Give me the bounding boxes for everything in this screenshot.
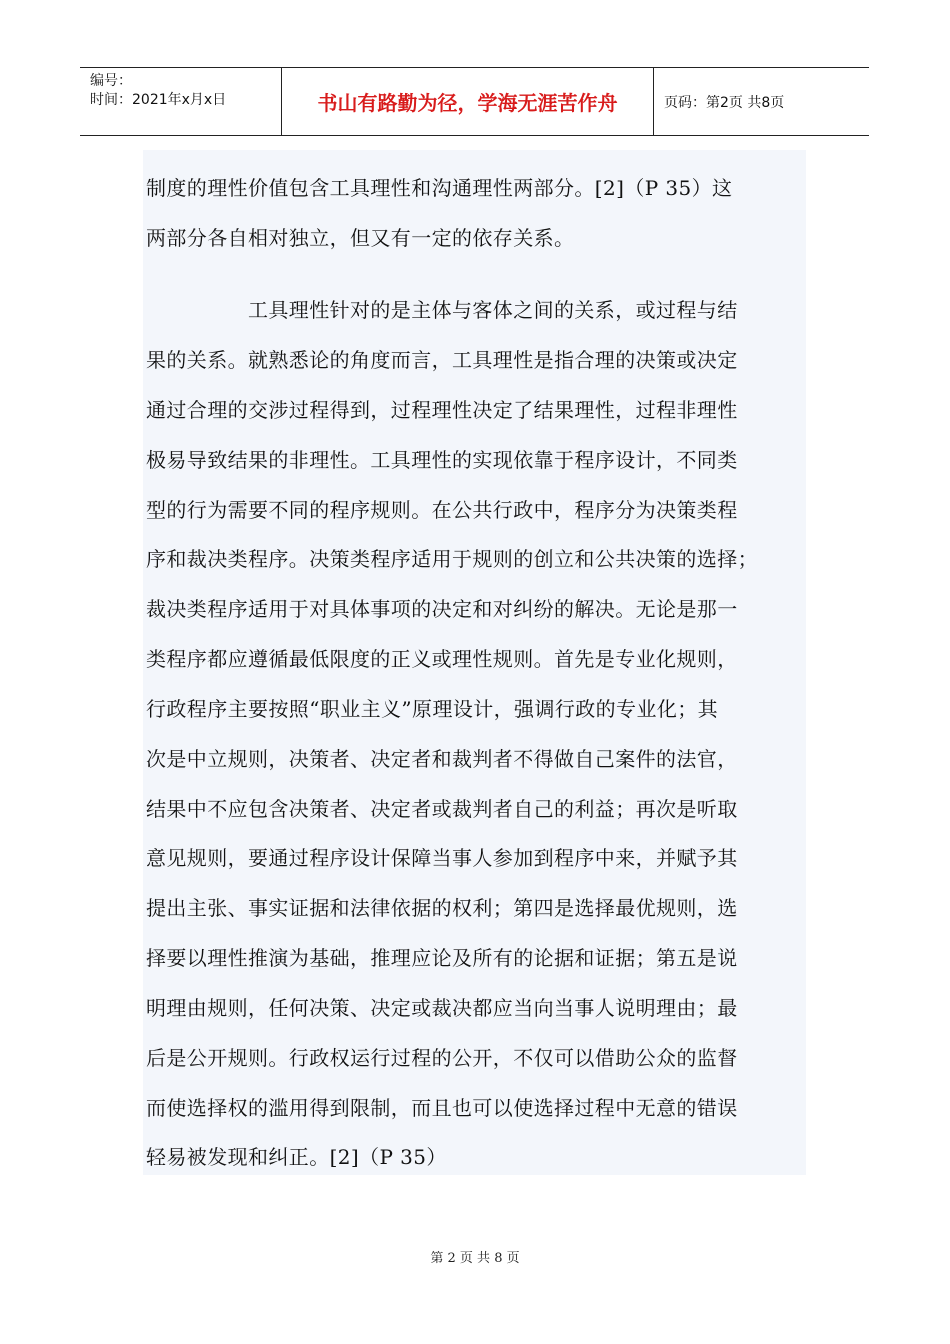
text-line: 制度的理性价值包含工具理性和沟通理性两部分。[2]（P 35）这 — [146, 176, 733, 200]
document-number-label: 编号： — [90, 73, 132, 89]
text-line: 序和裁决类程序。决策类程序适用于规则的创立和公共决策的选择； — [146, 547, 758, 571]
text-line: 轻易被发现和纠正。[2]（P 35） — [146, 1145, 447, 1169]
text-line: 意见规则，要通过程序设计保障当事人参加到程序中来，并赋予其 — [146, 846, 738, 870]
text-line: 通过合理的交涉过程得到，过程理性决定了结果理性，过程非理性 — [146, 398, 738, 422]
header-meta — [80, 68, 282, 135]
document-header — [80, 67, 869, 136]
document-time-label: 时间：2021年x月x日 — [90, 92, 227, 108]
text-line: 类程序都应遵循最低限度的正义或理性规则。首先是专业化规则， — [146, 647, 738, 671]
text-line: 极易导致结果的非理性。工具理性的实现依靠于程序设计，不同类 — [146, 448, 738, 472]
paragraph-first-line: 工具理性针对的是主体与客体之间的关系，或过程与结 — [248, 298, 738, 322]
text-line: 次是中立规则，决策者、决定者和裁判者不得做自己案件的法官， — [146, 747, 738, 771]
text-line: 果的关系。就熟悉论的角度而言，工具理性是指合理的决策或决定 — [146, 348, 738, 372]
text-line: 择要以理性推演为基础，推理应论及所有的论据和证据；第五是说 — [146, 946, 738, 970]
text-line: 两部分各自相对独立，但又有一定的依存关系。 — [146, 226, 575, 250]
text-line: 行政程序主要按照“职业主义”原理设计，强调行政的专业化；其 — [146, 697, 719, 721]
text-line: 后是公开规则。行政权运行过程的公开，不仅可以借助公众的监督 — [146, 1046, 738, 1070]
text-line: 结果中不应包含决策者、决定者或裁判者自己的利益；再次是听取 — [146, 797, 738, 821]
text-line: 明理由规则，任何决策、决定或裁决都应当向当事人说明理由；最 — [146, 996, 738, 1020]
text-line: 而使选择权的滥用得到限制，而且也可以使选择过程中无意的错误 — [146, 1096, 738, 1120]
header-motto: 书山有路勤为径，学海无涯苦作舟 — [282, 68, 654, 135]
page-footer: 第 2 页 共 8 页 — [430, 1251, 520, 1266]
text-line: 裁决类程序适用于对具体事项的决定和对纠纷的解决。无论是那一 — [146, 597, 738, 621]
text-line: 提出主张、事实证据和法律依据的权利；第四是选择最优规则，选 — [146, 896, 738, 920]
text-line: 型的行为需要不同的程序规则。在公共行政中，程序分为决策类程 — [146, 498, 738, 522]
header-page-info: 页码：第2页 共8页 — [664, 94, 785, 111]
